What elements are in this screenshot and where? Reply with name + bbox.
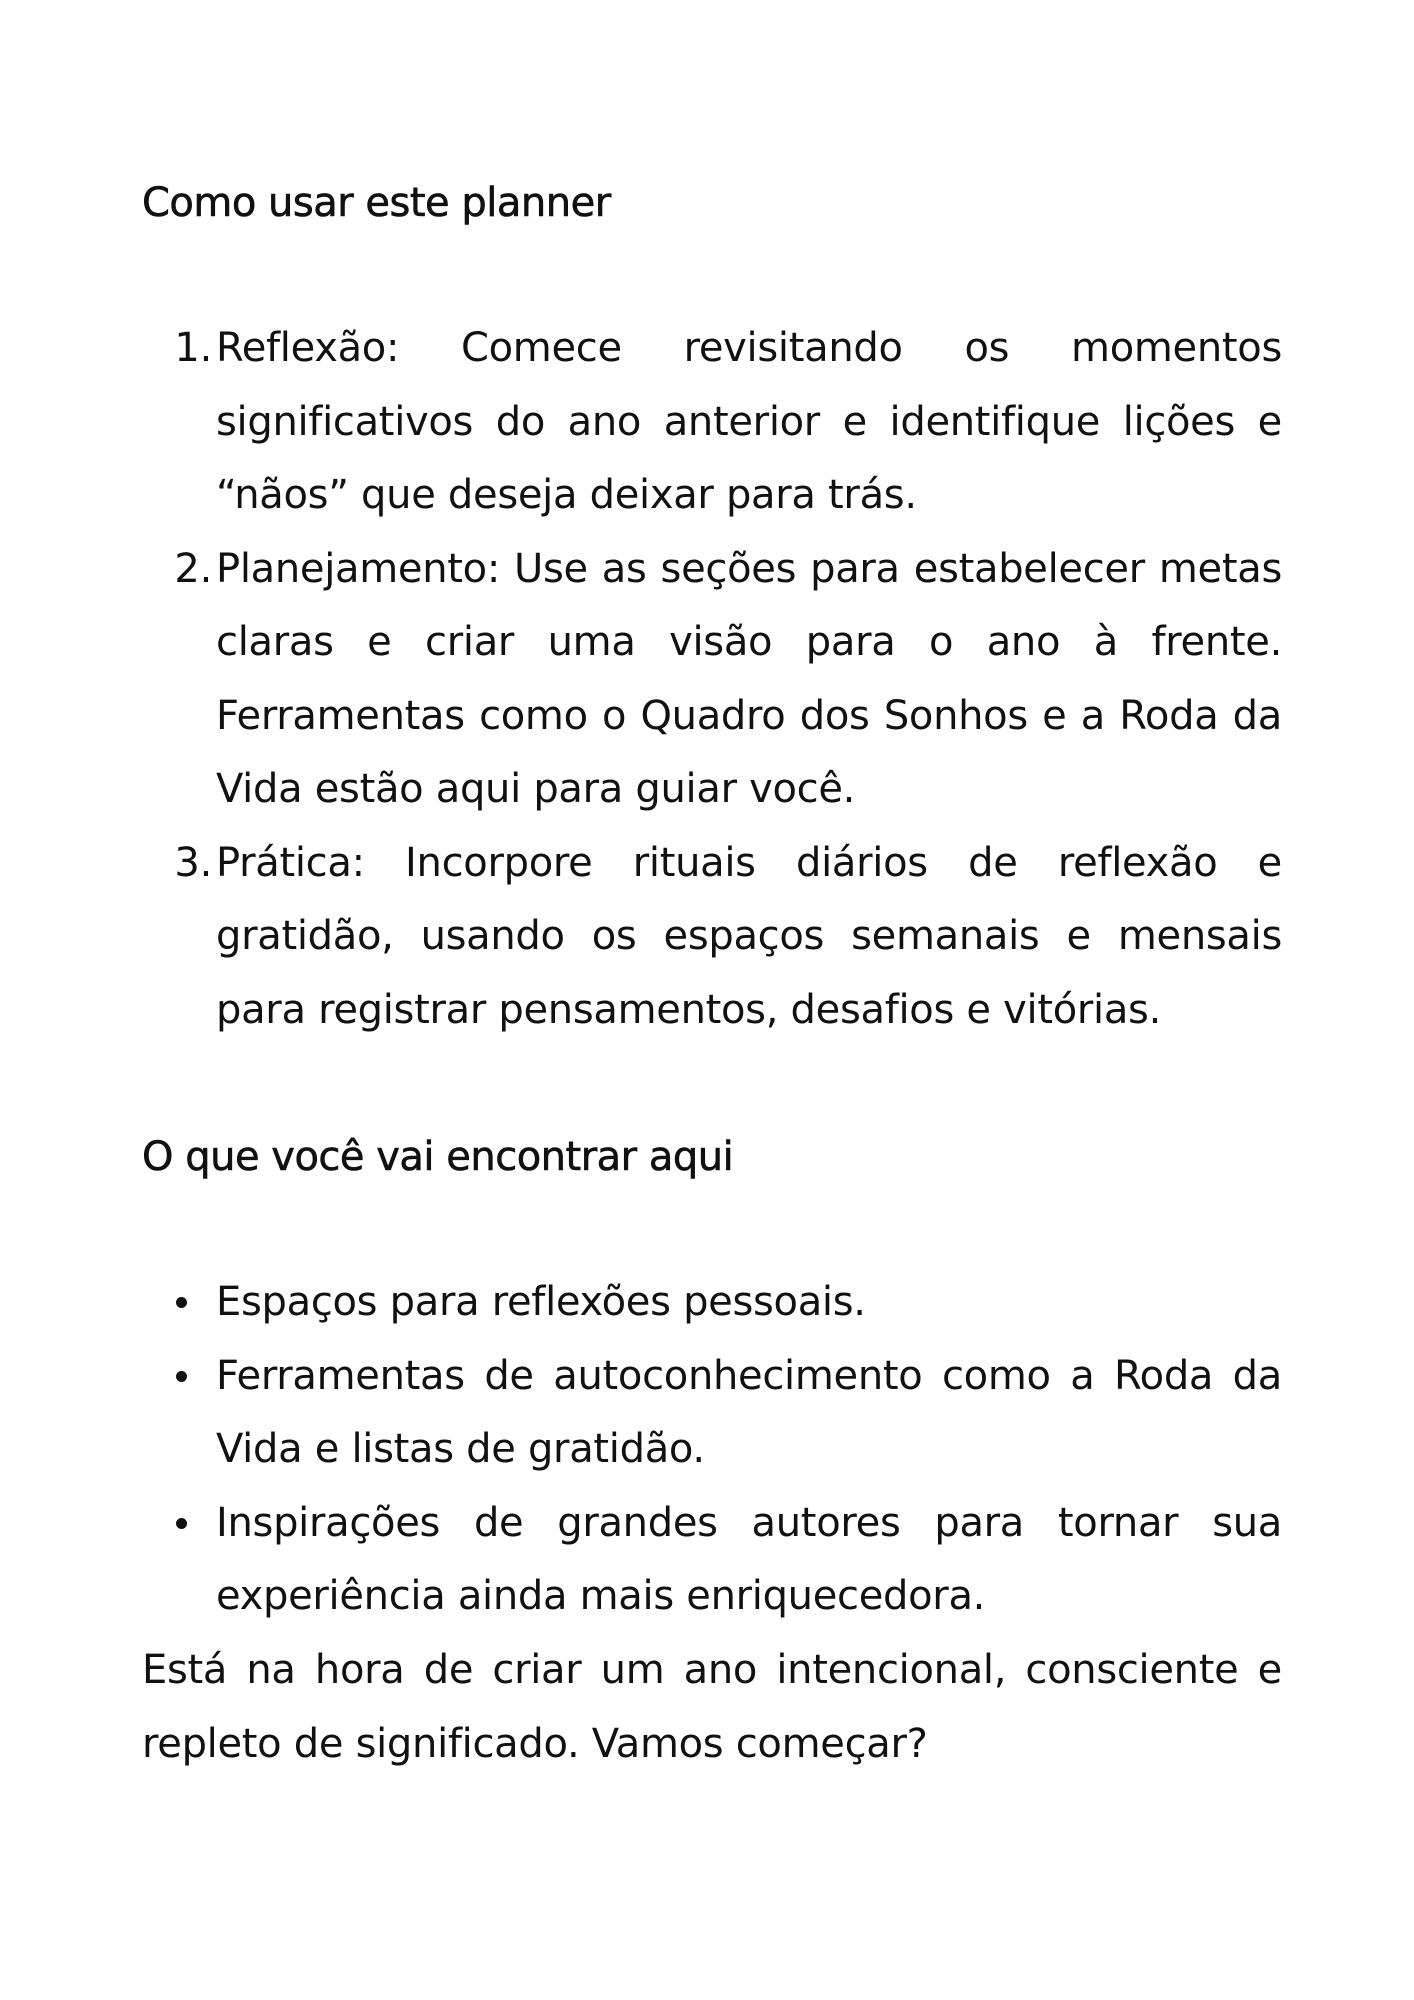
features-list	[142, 1266, 1282, 1634]
list-number: 2.	[174, 545, 212, 592]
list-number: 3.	[174, 839, 212, 886]
list-item-text: Reflexão: Comece revisitando os momentos significativos do ano anterior e identifique lições e “nãos” que deseja deixar para trás.	[216, 325, 1282, 518]
list-item	[142, 1487, 1282, 1634]
list-item-text: Prática: Incorpore rituais diários de reflexão e gratidão, usando os espaços semanais e mensais para registrar pensamentos, desafios e vitórias.	[216, 839, 1282, 1033]
bullet-icon	[176, 1518, 187, 1529]
list-item	[142, 1340, 1282, 1487]
list-item	[142, 827, 1282, 1048]
list-item-text: Espaços para reflexões pessoais.	[216, 1279, 866, 1325]
list-item-text: Ferramentas de autoconhecimento como a Roda da Vida e listas de gratidão.	[216, 1352, 1282, 1472]
list-item	[142, 1266, 1282, 1340]
list-item	[142, 312, 1282, 533]
list-item-text: Inspirações de grandes autores para tornar sua experiência ainda mais enriquecedora.	[216, 1499, 1282, 1619]
section-heading-what-you-find: O que você vai encontrar aqui	[142, 1134, 734, 1180]
section-heading-how-to-use: Como usar este planner	[142, 180, 611, 226]
bullet-icon	[176, 1371, 187, 1382]
list-number: 1.	[174, 325, 212, 371]
steps-list	[142, 312, 1282, 1047]
list-item	[142, 533, 1282, 827]
closing-paragraph: Está na hora de criar um ano intencional, consciente e repleto de significado. Vamos começar?	[142, 1647, 1282, 1767]
list-item-text: Planejamento: Use as seções para estabelecer metas claras e criar uma visão para o ano à frente. Ferramentas como o Quadro dos Sonhos e a Roda da Vida estão aqui para guiar você.	[216, 545, 1282, 812]
bullet-icon	[176, 1297, 187, 1308]
